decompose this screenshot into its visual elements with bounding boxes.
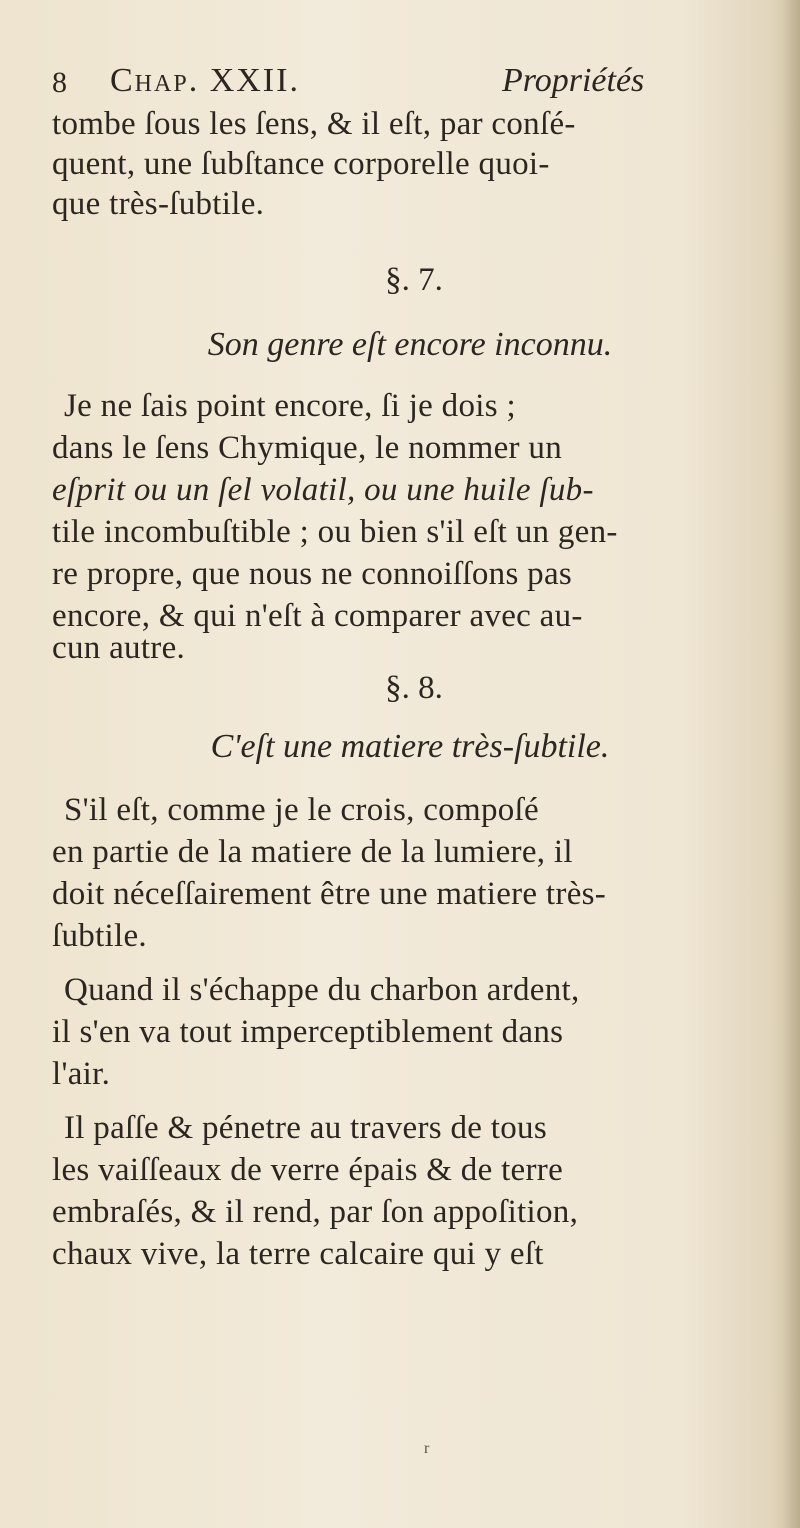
text-line: doit néceſſairement être une matiere très-: [52, 876, 607, 912]
text-line: dans le ſens Chymique, le nommer un: [52, 430, 562, 466]
text-line: l'air.: [52, 1056, 111, 1092]
text-line: quent, une ſubſtance corporelle quoi-: [52, 146, 550, 182]
text-line: en partie de la matiere de la lumiere, il: [52, 834, 573, 870]
section-number-8: §. 8.: [385, 670, 443, 706]
text-line: ſubtile.: [52, 918, 147, 954]
chapter-heading: Chap. XXII.: [110, 62, 300, 99]
section-title-7: Son genre eſt encore inconnu.: [207, 326, 613, 363]
stray-mark: r: [424, 1440, 430, 1457]
text-line: embraſés, & il rend, par ſon appoſition,: [52, 1194, 579, 1230]
running-title: Propriétés: [502, 62, 645, 99]
text-line: que très-ſubtile.: [52, 186, 265, 222]
text-line: S'il eſt, comme je le crois, compoſé: [64, 792, 539, 828]
text-line: Je ne ſais point encore, ſi je dois ;: [64, 388, 516, 424]
text-line: encore, & qui n'eſt à comparer avec au-: [52, 598, 583, 634]
text-line: chaux vive, la terre calcaire qui y eſt: [52, 1236, 544, 1272]
text-line: eſprit ou un ſel volatil, ou une huile ſub-: [52, 472, 594, 508]
text-line: tombe ſous les ſens, & il eſt, par conſé-: [52, 106, 576, 142]
section-title-8: C'eſt une matiere très-ſubtile.: [210, 728, 610, 765]
text-line: tile incombuſtible ; ou bien s'il eſt un gen-: [52, 514, 618, 550]
text-line: re propre, que nous ne connoiſſons pas: [52, 556, 573, 592]
section-number-7: §. 7.: [385, 262, 443, 298]
text-line: les vaiſſeaux de verre épais & de terre: [52, 1152, 564, 1188]
text-line: Quand il s'échappe du charbon ardent,: [64, 972, 580, 1008]
text-line: Il paſſe & pénetre au travers de tous: [64, 1110, 547, 1146]
page-number: 8: [52, 66, 67, 99]
text-line: il s'en va tout imperceptiblement dans: [52, 1014, 564, 1050]
text-line: cun autre.: [52, 630, 186, 666]
